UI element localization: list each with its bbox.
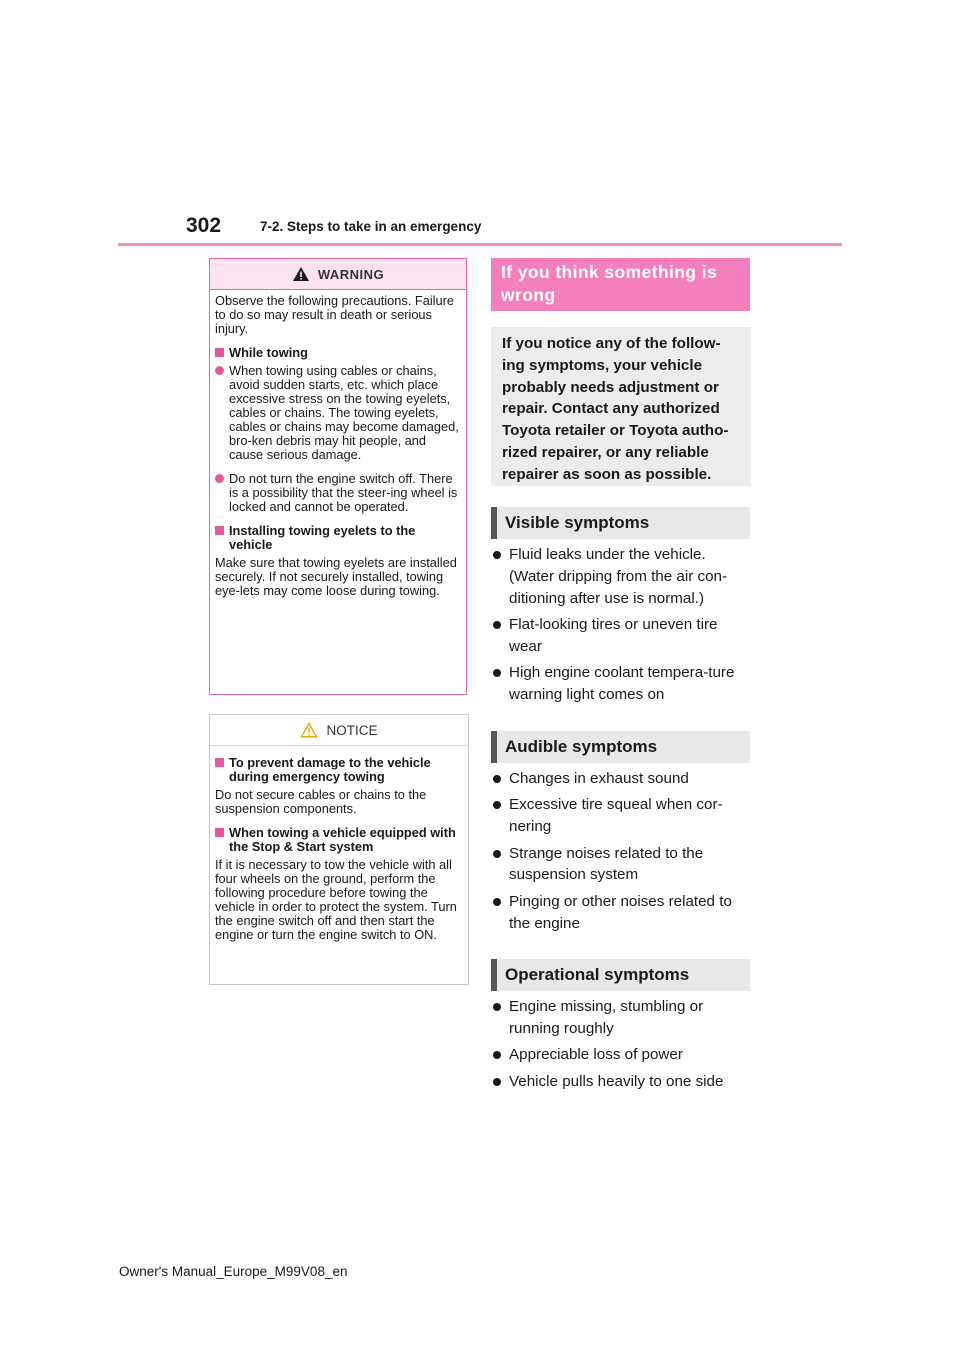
bullet-dot-icon bbox=[493, 898, 501, 906]
visible-symptoms-heading: Visible symptoms bbox=[491, 507, 750, 539]
square-bullet-icon bbox=[215, 758, 224, 767]
bullet-dot-icon bbox=[493, 850, 501, 858]
notice-text: If it is necessary to tow the vehicle with all four wheels on the ground, perform the following procedure before towing the vehicle in order to protect the system. Turn the engine switch off and then start the engine or turn the engine switch to ON. bbox=[215, 857, 457, 942]
warning-bullet: When towing using cables or chains, avoid sudden starts, etc. which place excessive stress on the towing eyelets, cables or chains. The towing eyelets, cables or chains may become damaged, bro-ken debris may hit people, and cause serious damage. bbox=[215, 364, 460, 462]
warning-text: Make sure that towing eyelets are installed securely. If not securely installed, towing eye-lets may come loose during towing. bbox=[215, 555, 457, 598]
dot-bullet-icon bbox=[215, 474, 224, 483]
list-item: Strange noises related to the suspension system bbox=[493, 843, 750, 887]
audible-symptoms-list bbox=[493, 768, 750, 939]
intro-box bbox=[491, 327, 751, 486]
visible-symptoms-list bbox=[493, 544, 750, 710]
header-rule bbox=[118, 243, 842, 246]
bullet-dot-icon bbox=[493, 551, 501, 559]
square-bullet-icon bbox=[215, 828, 224, 837]
warning-triangle-icon bbox=[292, 266, 310, 282]
notice-text: Do not secure cables or chains to the suspension components. bbox=[215, 787, 427, 816]
bullet-dot-icon bbox=[493, 775, 501, 783]
notice-header bbox=[210, 715, 468, 746]
warning-subheading: Installing towing eyelets to the vehicle bbox=[215, 524, 460, 552]
intro-text: If you notice any of the follow-ing symptoms, your vehicle probably needs adjustment or repair. Contact any authorized Toyota retailer or Toyota autho-rized repairer, or any reliable repairer as soon as possible. bbox=[502, 335, 729, 483]
operational-symptoms-heading: Operational symptoms bbox=[491, 959, 750, 991]
notice-subheading: When towing a vehicle equipped with the Stop & Start system bbox=[215, 826, 462, 854]
main-title: If you think something is wrong bbox=[491, 258, 750, 311]
warning-box bbox=[209, 258, 467, 695]
list-item: Vehicle pulls heavily to one side bbox=[493, 1071, 750, 1093]
warning-intro: Observe the following precautions. Failure to do so may result in death or serious injury. bbox=[215, 293, 454, 336]
page-number: 302 bbox=[186, 214, 222, 237]
list-item: Changes in exhaust sound bbox=[493, 768, 750, 790]
operational-symptoms-list bbox=[493, 996, 750, 1097]
list-item: High engine coolant tempera-ture warning light comes on bbox=[493, 662, 750, 706]
warning-title: WARNING bbox=[317, 266, 385, 282]
list-item: Fluid leaks under the vehicle. (Water dripping from the air con-ditioning after use is normal.) bbox=[493, 544, 750, 609]
bullet-dot-icon bbox=[493, 669, 501, 677]
list-item: Appreciable loss of power bbox=[493, 1044, 750, 1066]
list-item: Excessive tire squeal when cor-nering bbox=[493, 794, 750, 838]
square-bullet-icon bbox=[215, 348, 224, 357]
warning-subheading: While towing bbox=[215, 346, 460, 360]
list-item: Engine missing, stumbling or running roughly bbox=[493, 996, 750, 1040]
list-item: Flat-looking tires or uneven tire wear bbox=[493, 614, 750, 658]
warning-header bbox=[210, 259, 466, 290]
audible-symptoms-heading: Audible symptoms bbox=[491, 731, 750, 763]
bullet-dot-icon bbox=[493, 1003, 501, 1011]
notice-title: NOTICE bbox=[326, 722, 378, 738]
caution-outline-icon bbox=[300, 722, 318, 738]
notice-subheading: To prevent damage to the vehicle during emergency towing bbox=[215, 756, 462, 784]
bullet-dot-icon bbox=[493, 1078, 501, 1086]
footer-text: Owner's Manual_Europe_M99V08_en bbox=[119, 1264, 348, 1279]
bullet-dot-icon bbox=[493, 1051, 501, 1059]
bullet-dot-icon bbox=[493, 801, 501, 809]
square-bullet-icon bbox=[215, 526, 224, 535]
notice-box bbox=[209, 714, 469, 985]
bullet-dot-icon bbox=[493, 621, 501, 629]
warning-bullet: Do not turn the engine switch off. There is a possibility that the steer-ing wheel is locked and cannot be operated. bbox=[215, 472, 460, 514]
dot-bullet-icon bbox=[215, 366, 224, 375]
list-item: Pinging or other noises related to the engine bbox=[493, 891, 750, 935]
section-title: 7-2. Steps to take in an emergency bbox=[260, 219, 482, 234]
